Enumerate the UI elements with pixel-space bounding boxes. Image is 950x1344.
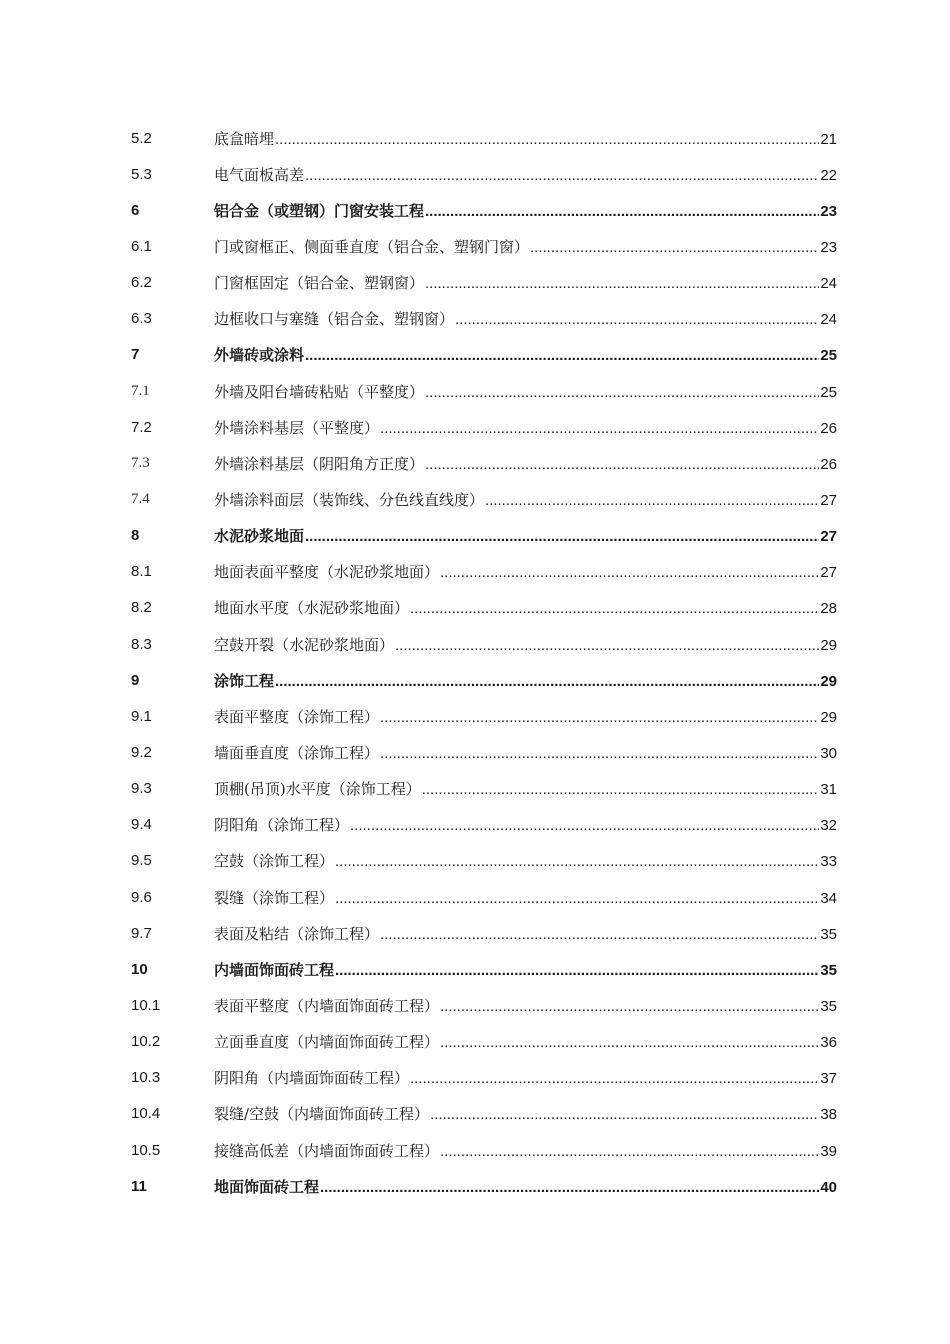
toc-entry-title: 空鼓开裂（水泥砂浆地面） [214, 635, 395, 654]
toc-entry-page: 35 [820, 925, 837, 943]
toc-leader-dots [380, 745, 819, 762]
table-of-contents [131, 120, 837, 1204]
toc-entry-7[interactable] [131, 337, 837, 373]
toc-entry-body [214, 489, 837, 510]
toc-entry-number: 9.4 [131, 816, 152, 834]
toc-entry-number: 6 [131, 201, 140, 219]
toc-leader-dots [425, 203, 819, 220]
toc-leader-dots [380, 420, 819, 437]
toc-entry-title: 地面饰面砖工程 [214, 1177, 320, 1196]
toc-entry-page: 37 [820, 1070, 837, 1088]
toc-leader-dots [395, 637, 819, 654]
toc-entry-number: 10 [131, 960, 148, 978]
toc-entry-8-1[interactable] [131, 554, 837, 590]
toc-entry-page: 27 [820, 491, 837, 509]
toc-entry-number: 6.2 [131, 274, 152, 292]
toc-entry-page: 24 [820, 275, 837, 293]
toc-entry-page: 29 [820, 708, 837, 726]
toc-leader-dots [305, 167, 819, 184]
toc-entry-number: 8.1 [131, 563, 152, 581]
toc-entry-8[interactable] [131, 518, 837, 554]
toc-entry-title: 墙面垂直度（涂饰工程） [214, 743, 380, 762]
toc-entry-9[interactable] [131, 662, 837, 698]
toc-entry-page: 27 [820, 528, 837, 546]
toc-entry-number: 7.3 [131, 454, 150, 471]
toc-entry-7-2[interactable] [131, 409, 837, 445]
toc-entry-page: 24 [820, 311, 837, 329]
toc-entry-9-5[interactable] [131, 843, 837, 879]
toc-entry-body [214, 1067, 837, 1088]
toc-entry-page: 38 [820, 1106, 837, 1124]
toc-entry-number: 5.3 [131, 165, 152, 183]
toc-entry-number: 9.2 [131, 743, 152, 761]
toc-entry-body [214, 308, 837, 329]
toc-leader-dots [380, 926, 819, 943]
toc-entry-body [214, 128, 837, 149]
toc-entry-body [214, 272, 837, 293]
toc-leader-dots [430, 1106, 819, 1123]
toc-entry-7-1[interactable] [131, 373, 837, 409]
toc-entry-10-1[interactable] [131, 987, 837, 1023]
toc-entry-6-2[interactable] [131, 265, 837, 301]
toc-leader-dots [425, 275, 819, 292]
toc-entry-number: 9.6 [131, 888, 152, 906]
toc-entry-title: 外墙及阳台墙砖粘贴（平整度） [214, 382, 425, 401]
toc-entry-page: 23 [820, 238, 837, 256]
toc-entry-page: 25 [820, 347, 837, 365]
toc-entry-title: 内墙面饰面砖工程 [214, 960, 335, 979]
toc-entry-body [214, 453, 837, 474]
toc-leader-dots [455, 311, 819, 328]
toc-entry-page: 30 [820, 744, 837, 762]
toc-entry-number: 10.4 [131, 1105, 161, 1123]
toc-leader-dots [335, 890, 819, 907]
toc-entry-number: 9.5 [131, 852, 152, 870]
toc-entry-title: 表面及粘结（涂饰工程） [214, 924, 380, 943]
toc-entry-title: 涂饰工程 [214, 671, 275, 690]
toc-leader-dots [305, 528, 819, 545]
toc-entry-body [214, 561, 837, 582]
toc-entry-9-6[interactable] [131, 879, 837, 915]
toc-entry-title: 门或窗框正、侧面垂直度（铝合金、塑钢门窗） [214, 237, 530, 256]
toc-entry-title: 门窗框固定（铝合金、塑钢窗） [214, 274, 425, 293]
toc-entry-body [214, 597, 837, 618]
toc-entry-title: 接缝高低差（内墙面饰面砖工程） [214, 1141, 440, 1160]
toc-entry-6-1[interactable] [131, 228, 837, 264]
toc-entry-9-7[interactable] [131, 915, 837, 951]
toc-leader-dots [440, 1143, 819, 1160]
toc-entry-body [214, 236, 837, 257]
toc-entry-10-2[interactable] [131, 1024, 837, 1060]
toc-leader-dots [485, 492, 819, 509]
toc-entry-number: 8.3 [131, 635, 152, 653]
toc-entry-number: 9.3 [131, 780, 152, 798]
toc-entry-number: 7.2 [131, 418, 152, 436]
toc-entry-5-2[interactable] [131, 120, 837, 156]
toc-entry-page: 29 [820, 636, 837, 654]
toc-entry-body [214, 995, 837, 1016]
toc-entry-body [214, 1176, 837, 1197]
toc-entry-11[interactable] [131, 1168, 837, 1204]
toc-entry-title: 地面表面平整度（水泥砂浆地面） [214, 563, 440, 582]
toc-leader-dots [440, 1034, 819, 1051]
toc-entry-body [214, 959, 837, 980]
toc-entry-body [214, 381, 837, 402]
toc-entry-page: 29 [820, 672, 837, 690]
toc-entry-number: 10.1 [131, 996, 161, 1014]
toc-entry-body [214, 923, 837, 944]
toc-leader-dots [440, 564, 819, 581]
toc-leader-dots [380, 709, 819, 726]
toc-entry-number: 9 [131, 671, 140, 689]
toc-entry-page: 40 [820, 1178, 837, 1196]
toc-entry-page: 22 [820, 166, 837, 184]
toc-entry-title: 外墙涂料面层（装饰线、分色线直线度） [214, 490, 485, 509]
toc-entry-number: 7.4 [131, 490, 150, 507]
toc-entry-title: 空鼓（涂饰工程） [214, 852, 335, 871]
toc-entry-title: 底盒暗埋 [214, 129, 275, 148]
toc-entry-page: 26 [820, 419, 837, 437]
toc-entry-body [214, 164, 837, 185]
toc-entry-body [214, 417, 837, 438]
toc-entry-number: 5.2 [131, 129, 152, 147]
toc-entry-body [214, 742, 837, 763]
toc-entry-page: 26 [820, 455, 837, 473]
toc-entry-page: 33 [820, 853, 837, 871]
toc-entry-title: 阴阳角（内墙面饰面砖工程） [214, 1069, 410, 1088]
toc-entry-body [214, 1140, 837, 1161]
toc-leader-dots [335, 962, 819, 979]
toc-leader-dots [305, 347, 819, 364]
toc-entry-number: 6.1 [131, 237, 152, 255]
toc-entry-number: 9.7 [131, 924, 152, 942]
toc-entry-number: 7 [131, 346, 140, 364]
toc-entry-title: 外墙涂料基层（平整度） [214, 418, 380, 437]
toc-entry-page: 23 [820, 202, 837, 220]
toc-leader-dots [335, 853, 819, 870]
toc-entry-page: 21 [820, 130, 837, 148]
toc-entry-8-2[interactable] [131, 590, 837, 626]
toc-entry-number: 11 [131, 1177, 147, 1195]
toc-entry-title: 外墙砖或涂料 [214, 346, 305, 365]
toc-entry-title: 阴阳角（涂饰工程） [214, 816, 350, 835]
toc-entry-page: 36 [820, 1034, 837, 1052]
toc-entry-10[interactable] [131, 951, 837, 987]
toc-entry-title: 裂缝/空鼓（内墙面饰面砖工程） [214, 1105, 430, 1124]
toc-entry-page: 31 [820, 781, 837, 799]
toc-entry-6[interactable] [131, 192, 837, 228]
toc-leader-dots [422, 781, 820, 798]
toc-entry-title: 裂缝（涂饰工程） [214, 888, 335, 907]
toc-entry-title: 顶棚(吊顶)水平度（涂饰工程） [214, 780, 421, 799]
toc-entry-title: 边框收口与塞缝（铝合金、塑钢窗） [214, 310, 455, 329]
toc-entry-10-4[interactable] [131, 1096, 837, 1132]
toc-entry-body [214, 1031, 837, 1052]
toc-entry-title: 表面平整度（涂饰工程） [214, 707, 380, 726]
toc-leader-dots [425, 456, 819, 473]
toc-leader-dots [530, 239, 819, 256]
toc-entry-body [214, 706, 837, 727]
toc-entry-10-3[interactable] [131, 1060, 837, 1096]
toc-entry-title: 表面平整度（内墙面饰面砖工程） [214, 996, 440, 1015]
toc-entry-page: 39 [820, 1142, 837, 1160]
toc-entry-8-3[interactable] [131, 626, 837, 662]
toc-entry-body [214, 344, 837, 365]
toc-entry-7-3[interactable] [131, 445, 837, 481]
toc-entry-body [214, 634, 837, 655]
toc-entry-body [214, 850, 837, 871]
toc-entry-page: 28 [820, 600, 837, 618]
toc-entry-9-2[interactable] [131, 734, 837, 770]
toc-leader-dots [425, 384, 819, 401]
toc-entry-number: 10.5 [131, 1141, 161, 1159]
toc-entry-title: 电气面板高差 [214, 165, 305, 184]
toc-entry-title: 地面水平度（水泥砂浆地面） [214, 599, 410, 618]
toc-entry-body [214, 200, 837, 221]
toc-entry-title: 外墙涂料基层（阴阳角方正度） [214, 454, 425, 473]
toc-leader-dots [410, 600, 819, 617]
toc-entry-page: 34 [820, 889, 837, 907]
toc-entry-6-3[interactable] [131, 301, 837, 337]
toc-entry-page: 35 [820, 961, 837, 979]
toc-entry-number: 8.2 [131, 599, 152, 617]
toc-entry-9-3[interactable] [131, 771, 837, 807]
toc-entry-10-5[interactable] [131, 1132, 837, 1168]
toc-leader-dots [275, 673, 819, 690]
toc-entry-title: 水泥砂浆地面 [214, 527, 305, 546]
toc-entry-body [214, 778, 837, 799]
toc-entry-number: 6.3 [131, 310, 152, 328]
toc-entry-body [214, 814, 837, 835]
toc-entry-page: 32 [820, 817, 837, 835]
toc-entry-body [214, 1103, 837, 1124]
toc-entry-number: 9.1 [131, 707, 152, 725]
toc-entry-number: 10.3 [131, 1069, 161, 1087]
toc-leader-dots [410, 1070, 819, 1087]
toc-leader-dots [350, 817, 819, 834]
toc-entry-title: 铝合金（或塑钢）门窗安装工程 [214, 201, 425, 220]
toc-entry-9-4[interactable] [131, 807, 837, 843]
toc-entry-number: 10.2 [131, 1033, 161, 1051]
toc-leader-dots [275, 131, 819, 148]
toc-entry-title: 立面垂直度（内墙面饰面砖工程） [214, 1033, 440, 1052]
toc-entry-9-1[interactable] [131, 698, 837, 734]
toc-leader-dots [440, 998, 819, 1015]
toc-entry-number: 7.1 [131, 382, 150, 399]
toc-entry-number: 8 [131, 527, 140, 545]
toc-entry-body [214, 670, 837, 691]
toc-leader-dots [320, 1179, 819, 1196]
toc-entry-page: 35 [820, 997, 837, 1015]
toc-entry-body [214, 525, 837, 546]
toc-entry-page: 27 [820, 564, 837, 582]
toc-entry-7-4[interactable] [131, 481, 837, 517]
toc-entry-page: 25 [820, 383, 837, 401]
toc-entry-body [214, 887, 837, 908]
toc-entry-5-3[interactable] [131, 156, 837, 192]
